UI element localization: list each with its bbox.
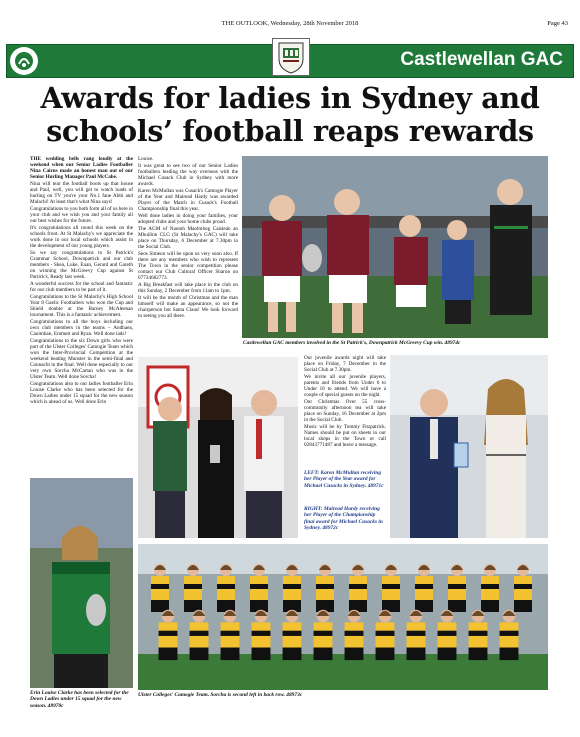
left-award-caption: LEFT: Karen McMullan receiving her Player of the Year award for Michael Cusacks in Sydney. 48971c bbox=[304, 470, 384, 489]
article-column-1 bbox=[30, 156, 133, 486]
paragraph: A wonderful success for the school and fantastic for our club members to be part of it. bbox=[30, 281, 133, 293]
paragraph: A Big Breakfast will take place in the club on this Sunday, 2 December from 11am to 1pm. bbox=[138, 282, 238, 294]
erin-caption: Erin Louise Clarke has been selected for the Down Ladies under 15 squad for the new season. 48970c bbox=[30, 690, 129, 709]
club-crest-icon bbox=[272, 38, 310, 76]
paragraph: Louise. bbox=[138, 156, 154, 162]
paragraph: Congratulations also to our ladies footballer Erin Louise Clarke who has been selected for the Down Ladies under 15 squad for the new season which is ahead of us. Well done Erin bbox=[30, 381, 133, 405]
boys-team-photo bbox=[242, 156, 548, 338]
paragraph: Congratulations to the six Down girls who were part of the Ulster Colleges' Camogie Team which won the Inter-Provincial Competition at the weekend beating Munster in the semi-final and Connacht in the final. Well done especially to our very own Sorcha McCartan who was in the Ulster Team. Well done Sorcha! bbox=[30, 338, 133, 380]
paragraph: Well done ladies in doing your families, your adopted clubs and your home clubs proud. bbox=[138, 213, 238, 225]
publication-line: THE OUTLOOK, Wednesday, 28th November 2018 bbox=[221, 20, 359, 27]
article-column-2 bbox=[138, 156, 238, 351]
camogie-caption: Ulster Colleges' Camogie Team. Sorcha is second left in back row. 48973c bbox=[138, 692, 303, 698]
headline bbox=[10, 82, 570, 148]
paragraph: The AGM of Naomh Maolmhog Caisleán an Mhuilinn CLG (St Malachy's GAC) will take place on Thursday, 6 December at 7.30pm in the Social Club. bbox=[138, 226, 238, 250]
award-pair-photo bbox=[390, 355, 548, 538]
headline-line-1: Awards for ladies in Sydney and bbox=[40, 81, 540, 115]
paragraph: Congratulations to you both form all of us here in your club and we wish you and your family all our best wishes for the future. bbox=[30, 206, 134, 224]
page-number: Page 43 bbox=[547, 20, 568, 27]
paragraph: Nina will tear the football boots up that house and Paul, well, you will get to watch loads of hurling on TV you're your No.1 fane Abbi and Malachi! At least that's what Nina says! bbox=[30, 181, 133, 205]
paragraph: It was great to see two of our Senior Ladies footballers leading the way overseas with the Michael Cusack Club in Sydney with more awards. bbox=[138, 163, 238, 187]
club-name: Castlewellan GAC bbox=[400, 49, 563, 70]
award-group-photo bbox=[138, 357, 298, 538]
paragraph: Our juvenile awards night will take place on Friday, 7 December in the Social Club at 7.30pm. bbox=[304, 355, 386, 373]
paragraph: Congratulations to all the boys including our own club members in the teams – Andhaea, Caoimhan, Emmett and Ryan. Well done lads! bbox=[30, 319, 133, 337]
page-header bbox=[0, 0, 580, 27]
paragraph: Music will be by Tommy Fitzpatrick. Names should be put on sheets in our local shops in the Town or call 02843771487 and leave a message. bbox=[304, 424, 386, 448]
erin-photo bbox=[30, 478, 133, 688]
paragraph: Seos Simeon will be upon us very soon also. If there are any members who wish to represent The Town in the senior competition please contact our Club Cultural Officer Sharon on 07734682773. bbox=[138, 251, 238, 281]
paragraph: It's congratulations all round this week on the schools front. At St Malachy's we appreciate the work done in our local schools which assist in the development of our young players. bbox=[30, 225, 133, 249]
boys-photo-caption: Castlewellan GAC members involved in the St Patrick's, Downpatrick McGreevy Cup win. 48974c bbox=[243, 340, 461, 346]
paragraph: So we say congratulations to St Patrick's Grammar School, Downpatrick and our club members - Shea, Luke, Euan, Gerard and Gareth on winning the McGreevy Cup against St Patrick's, Ready last week. bbox=[30, 250, 133, 280]
camogie-team-photo bbox=[138, 544, 548, 690]
lead-paragraph: THE wedding bells rang loudly at the weekend when our Senior Ladies Footballer Nina Cairns made an honest man out of our Senior Hurling Manager Paul McCabe. bbox=[30, 156, 133, 180]
paragraph: Karen McMullan was Cusack's Camogie Player of the Year and Mairead Hardy was awarded Player of the Match in Cusack's Football Championship final this year. bbox=[138, 188, 238, 212]
gaa-club-logo-icon bbox=[10, 47, 38, 75]
paragraph: We invite all our juvenile players, parents and friends from Under 6 to Under 16 to attend. We will have a couple of special guests on the night. bbox=[304, 374, 386, 398]
paragraph: It will be the month of Christmas and the man himself will make an appearance, so not the chairperson but Santa Claus! We look forward to seeing you all there. bbox=[138, 295, 238, 319]
right-award-caption: RIGHT: Mairead Hardy receiving her Player of the Championship final award for Michael Cusacks in Sydney. 48972c bbox=[304, 506, 383, 532]
paragraph: Our Christmas Over 55 cross-community afternoon tea will take place on Sunday, 16 December at 2pm in the Social Club. bbox=[304, 399, 386, 423]
headline-line-2: schools’ football reaps rewards bbox=[46, 114, 534, 148]
article-column-3 bbox=[304, 355, 386, 455]
paragraph: Congratulations to the St Malachy's High School Year 8 Gaelic Footballers who won the Cup and Shield double at the Barney McAleenan tournament. This is a fantastic achievement. bbox=[30, 294, 133, 318]
